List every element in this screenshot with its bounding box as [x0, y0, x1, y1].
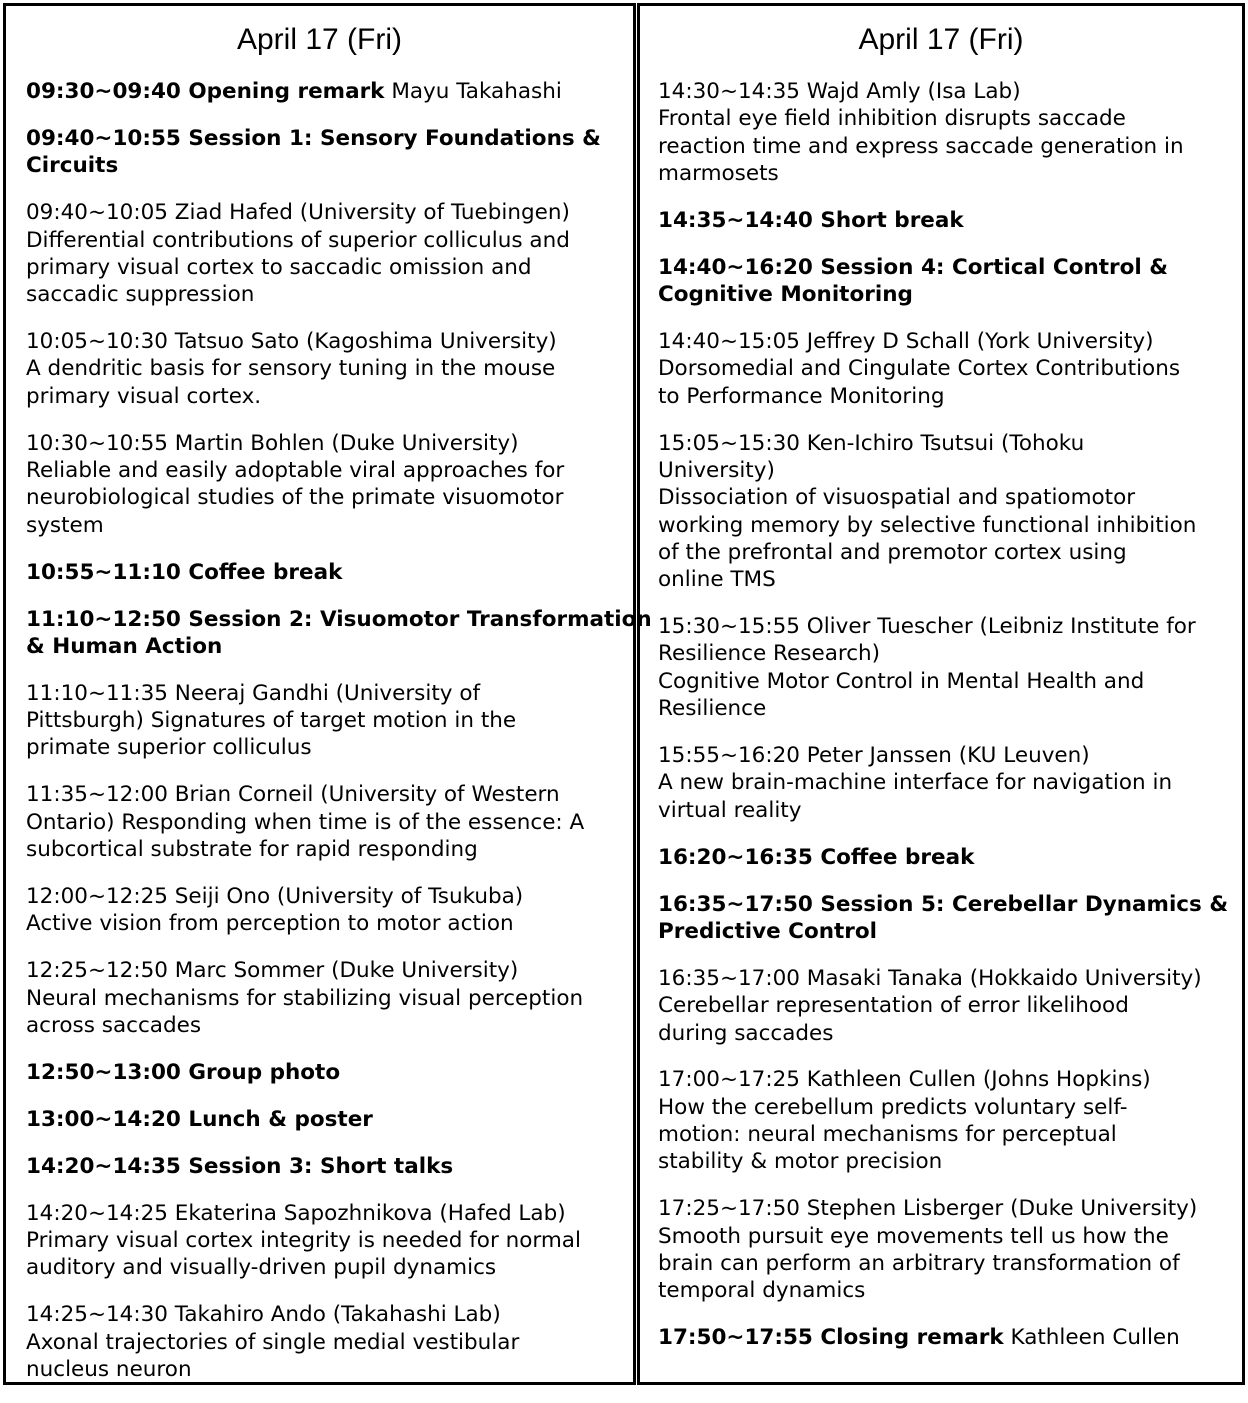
session-heading-line: 14:20~14:35 Session 3: Short talks: [26, 1153, 454, 1179]
talk-line: 14:40~15:05 Jeffrey D Schall (York University): [658, 329, 1154, 355]
talk-line: 15:30~15:55 Oliver Tuescher (Leibniz Institute for: [658, 614, 1196, 640]
schedule-remark: [26, 78, 633, 105]
talk-line: marmosets: [658, 160, 779, 186]
talk-line: virtual reality: [658, 797, 802, 823]
talk-line: primary visual cortex.: [26, 383, 262, 409]
talk-line: saccadic suppression: [26, 282, 255, 308]
session-heading-line: Circuits: [26, 153, 119, 179]
talk-entry: [658, 78, 1242, 187]
talk-line: University): [658, 458, 775, 484]
session-heading: [658, 891, 1242, 946]
talk-line: system: [26, 512, 104, 538]
session-heading-line: & Human Action: [26, 633, 223, 659]
session-heading-line: Cognitive Monitoring: [658, 282, 913, 308]
talk-line: 14:30~14:35 Wajd Amly (Isa Lab): [658, 79, 1021, 104]
talk-line: 14:20~14:25 Ekaterina Sapozhnikova (Hafed Lab): [26, 1200, 566, 1226]
talk-entry: [658, 430, 1242, 594]
talk-entry: [658, 1066, 1242, 1175]
talk-entry: [26, 430, 633, 539]
talk-line: Ontario) Responding when time is of the essence: A: [26, 809, 585, 835]
talk-line: working memory by selective functional inhibition: [658, 512, 1197, 538]
remark-time-title: 17:50~17:55 Closing remark: [658, 1325, 1004, 1351]
session-heading-line: 14:40~16:20 Session 4: Cortical Control &: [658, 254, 1169, 280]
session-heading-line: 10:55~11:10 Coffee break: [26, 559, 343, 585]
talk-line: brain can perform an arbitrary transformation of: [658, 1250, 1180, 1276]
talk-line: 12:25~12:50 Marc Sommer (Duke University): [26, 958, 519, 984]
talk-entry: [26, 199, 633, 308]
talk-entry: [26, 1200, 633, 1282]
talk-entry: [658, 328, 1242, 410]
session-heading: [26, 125, 633, 180]
talk-line: primary visual cortex to saccadic omission and: [26, 254, 532, 280]
talk-line: nucleus neuron: [26, 1357, 192, 1382]
session-heading: [26, 559, 633, 586]
entry-list: [6, 78, 652, 1403]
session-heading: [26, 1106, 633, 1133]
talk-line: temporal dynamics: [658, 1278, 866, 1304]
talk-entry: [658, 613, 1242, 722]
talk-line: primate superior colliculus: [26, 735, 312, 761]
talk-line: reaction time and express saccade generation in: [658, 133, 1184, 159]
talk-line: Axonal trajectories of single medial vestibular: [26, 1329, 520, 1355]
session-heading-line: 13:00~14:20 Lunch & poster: [26, 1106, 373, 1132]
talk-line: Dissociation of visuospatial and spatiomotor: [658, 485, 1136, 511]
schedule-column-right: [637, 3, 1245, 1385]
session-heading-line: 16:35~17:50 Session 5: Cerebellar Dynamics &: [658, 891, 1229, 917]
talk-line: during saccades: [658, 1020, 834, 1046]
talk-line: Primary visual cortex integrity is needed for normal: [26, 1228, 581, 1254]
session-heading: [658, 254, 1242, 309]
session-heading: [26, 606, 652, 661]
talk-entry: [658, 965, 1242, 1047]
talk-entry: [26, 957, 633, 1039]
talk-line: 14:25~14:30 Takahiro Ando (Takahashi Lab): [26, 1302, 501, 1328]
talk-line: A new brain-machine interface for navigation in: [658, 770, 1173, 796]
schedule-remark: [658, 1324, 1242, 1351]
talk-line: Active vision from perception to motor action: [26, 911, 514, 937]
session-heading-line: 12:50~13:00 Group photo: [26, 1059, 341, 1085]
talk-line: 11:10~11:35 Neeraj Gandhi (University of: [26, 680, 481, 706]
talk-line: A dendritic basis for sensory tuning in the mouse: [26, 356, 556, 382]
talk-line: Resilience: [658, 696, 767, 722]
session-heading: [658, 844, 1242, 871]
talk-entry: [658, 742, 1242, 824]
talk-line: 15:55~16:20 Peter Janssen (KU Leuven): [658, 743, 1090, 769]
talk-line: neurobiological studies of the primate visuomotor: [26, 485, 564, 511]
entry-list: [640, 78, 1242, 1371]
session-heading-line: 11:10~12:50 Session 2: Visuomotor Transformation: [26, 606, 652, 632]
talk-line: Reliable and easily adoptable viral approaches for: [26, 458, 565, 484]
talk-line: 10:30~10:55 Martin Bohlen (Duke University): [26, 430, 519, 456]
talk-line: Frontal eye field inhibition disrupts saccade: [658, 106, 1126, 132]
talk-line: 15:05~15:30 Ken-Ichiro Tsutsui (Tohoku: [658, 430, 1085, 456]
talk-line: Resilience Research): [658, 641, 881, 667]
talk-line: How the cerebellum predicts voluntary self-: [658, 1094, 1128, 1120]
session-heading: [658, 207, 1242, 234]
talk-line: 17:25~17:50 Stephen Lisberger (Duke University): [658, 1196, 1198, 1222]
remark-speaker: Mayu Takahashi: [391, 79, 562, 104]
talk-line: stability & motor precision: [658, 1149, 943, 1175]
session-heading-line: 09:40~10:55 Session 1: Sensory Foundations &: [26, 125, 601, 151]
talk-line: 11:35~12:00 Brian Corneil (University of Western: [26, 782, 560, 808]
talk-entry: [26, 328, 633, 410]
session-heading-line: 16:20~16:35 Coffee break: [658, 844, 975, 870]
talk-entry: [26, 883, 633, 938]
talk-line: Smooth pursuit eye movements tell us how the: [658, 1223, 1169, 1249]
talk-line: 10:05~10:30 Tatsuo Sato (Kagoshima University): [26, 329, 557, 355]
schedule-column-left: [3, 3, 652, 1385]
column-title: April 17 (Fri): [858, 23, 1024, 56]
talk-entry: [26, 680, 633, 762]
remark-line: [26, 78, 633, 105]
talk-line: 12:00~12:25 Seiji Ono (University of Tsukuba): [26, 884, 524, 910]
talk-line: 16:35~17:00 Masaki Tanaka (Hokkaido University): [658, 965, 1202, 991]
talk-line: of the prefrontal and premotor cortex using: [658, 539, 1127, 565]
talk-line: online TMS: [658, 567, 776, 593]
talk-entry: [26, 1301, 633, 1383]
talk-entry: [26, 781, 633, 863]
talk-line: subcortical substrate for rapid responding: [26, 837, 478, 863]
talk-line: across saccades: [26, 1012, 202, 1038]
talk-line: motion: neural mechanisms for perceptual: [658, 1122, 1117, 1148]
column-title: April 17 (Fri): [236, 23, 402, 56]
session-heading-line: 14:35~14:40 Short break: [658, 207, 964, 233]
talk-line: auditory and visually-driven pupil dynamics: [26, 1255, 497, 1281]
session-heading-line: Predictive Control: [658, 918, 878, 944]
talk-entry: [658, 1195, 1242, 1304]
remark-line: [658, 1324, 1242, 1351]
talk-line: Cognitive Motor Control in Mental Health and: [658, 668, 1145, 694]
talk-line: 17:00~17:25 Kathleen Cullen (Johns Hopkins): [658, 1067, 1151, 1093]
remark-speaker: Kathleen Cullen: [1010, 1325, 1180, 1351]
talk-line: Differential contributions of superior colliculus and: [26, 227, 570, 253]
talk-line: Cerebellar representation of error likelihood: [658, 993, 1129, 1019]
talk-line: to Performance Monitoring: [658, 383, 945, 409]
talk-line: Dorsomedial and Cingulate Cortex Contributions: [658, 356, 1181, 382]
talk-line: Pittsburgh) Signatures of target motion in the: [26, 708, 517, 734]
talk-line: 09:40~10:05 Ziad Hafed (University of Tuebingen): [26, 200, 570, 226]
session-heading: [26, 1059, 633, 1086]
session-heading: [26, 1153, 633, 1180]
talk-line: Neural mechanisms for stabilizing visual perception: [26, 985, 584, 1011]
remark-time-title: 09:30~09:40 Opening remark: [26, 79, 385, 104]
